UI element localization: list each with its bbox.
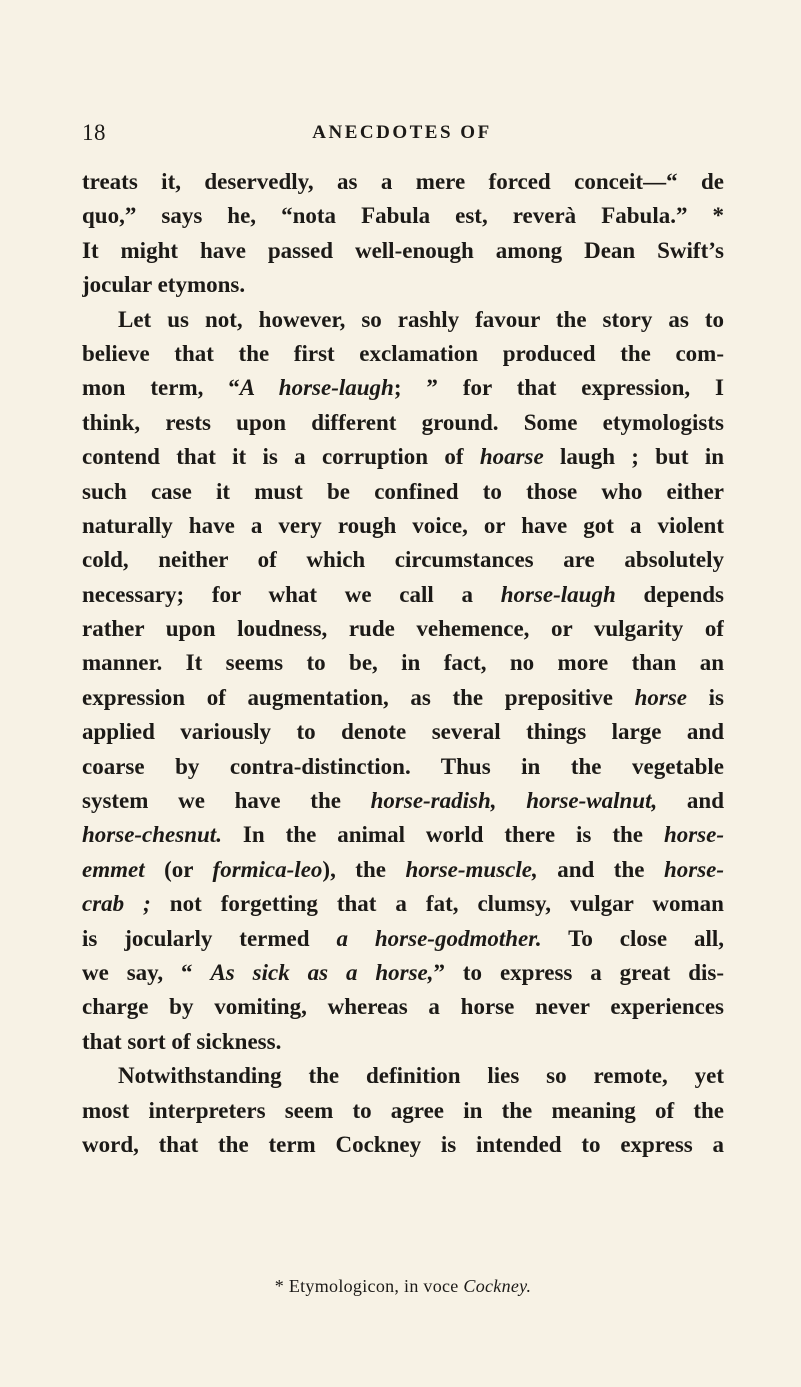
text-line: expression of augmentation, as the prepositive horse is <box>82 684 724 710</box>
text-line: is jocularly termed a horse-godmother. To close all, <box>82 925 724 951</box>
text-line: most interpreters seem to agree in the meaning of the <box>82 1097 724 1123</box>
text-line: believe that the first exclamation produced the com- <box>82 340 724 366</box>
text-line: horse-chesnut. In the animal world there is the horse- <box>82 822 724 848</box>
text-line: cold, neither of which circumstances are absolutely <box>82 547 724 573</box>
text-line: contend that it is a corruption of hoarse laugh ; but in <box>82 444 724 470</box>
text-line: word, that the term Cockney is intended to express a <box>82 1131 724 1157</box>
text-line: crab ; not forgetting that a fat, clumsy, vulgar woman <box>82 891 724 917</box>
text-line: mon term, “A horse-laugh; ” for that expression, I <box>82 375 724 401</box>
running-head: ANECDOTES OF <box>312 122 492 143</box>
text-line: coarse by contra-distinction. Thus in the vegetable <box>82 753 724 779</box>
text-line: charge by vomiting, whereas a horse never experiences <box>82 994 724 1020</box>
text-line: Let us not, however, so rashly favour the story as to <box>118 306 724 332</box>
text-line: naturally have a very rough voice, or have got a violent <box>82 512 724 538</box>
page-number: 18 <box>82 120 106 145</box>
footnote-italic: Cockney. <box>463 1276 532 1296</box>
footnote-marker: * <box>274 1276 285 1296</box>
text-line: rather upon loudness, rude vehemence, or vulgarity of <box>82 616 724 642</box>
text-line: Notwithstanding the definition lies so remote, yet <box>118 1063 724 1089</box>
text-line: jocular etymons. <box>82 272 246 298</box>
text-line: necessary; for what we call a horse-laugh depends <box>82 581 724 607</box>
text-line: that sort of sickness. <box>82 1028 282 1054</box>
text-line: quo,” says he, “nota Fabula est, reverà Fabula.” * <box>82 203 724 229</box>
text-line: system we have the horse-radish, horse-walnut, and <box>82 788 724 814</box>
text-line: It might have passed well-enough among Dean Swift’s <box>82 237 724 263</box>
text-line: such case it must be confined to those who either <box>82 478 724 504</box>
footnote <box>82 1276 724 1297</box>
page-header <box>82 120 722 160</box>
text-line: think, rests upon different ground. Some etymologists <box>82 409 724 435</box>
text-line: treats it, deservedly, as a mere forced conceit—“ de <box>82 169 724 194</box>
text-line: manner. It seems to be, in fact, no more than an <box>82 650 724 676</box>
text-line: we say, “ As sick as a horse,” to express a great dis- <box>82 959 724 985</box>
text-line: emmet (or formica-leo), the horse-muscle, and the horse- <box>82 856 724 882</box>
body-text <box>82 165 724 1162</box>
footnote-text: Etymologicon, in voce <box>284 1276 464 1296</box>
text-line: applied variously to denote several things large and <box>82 719 724 745</box>
